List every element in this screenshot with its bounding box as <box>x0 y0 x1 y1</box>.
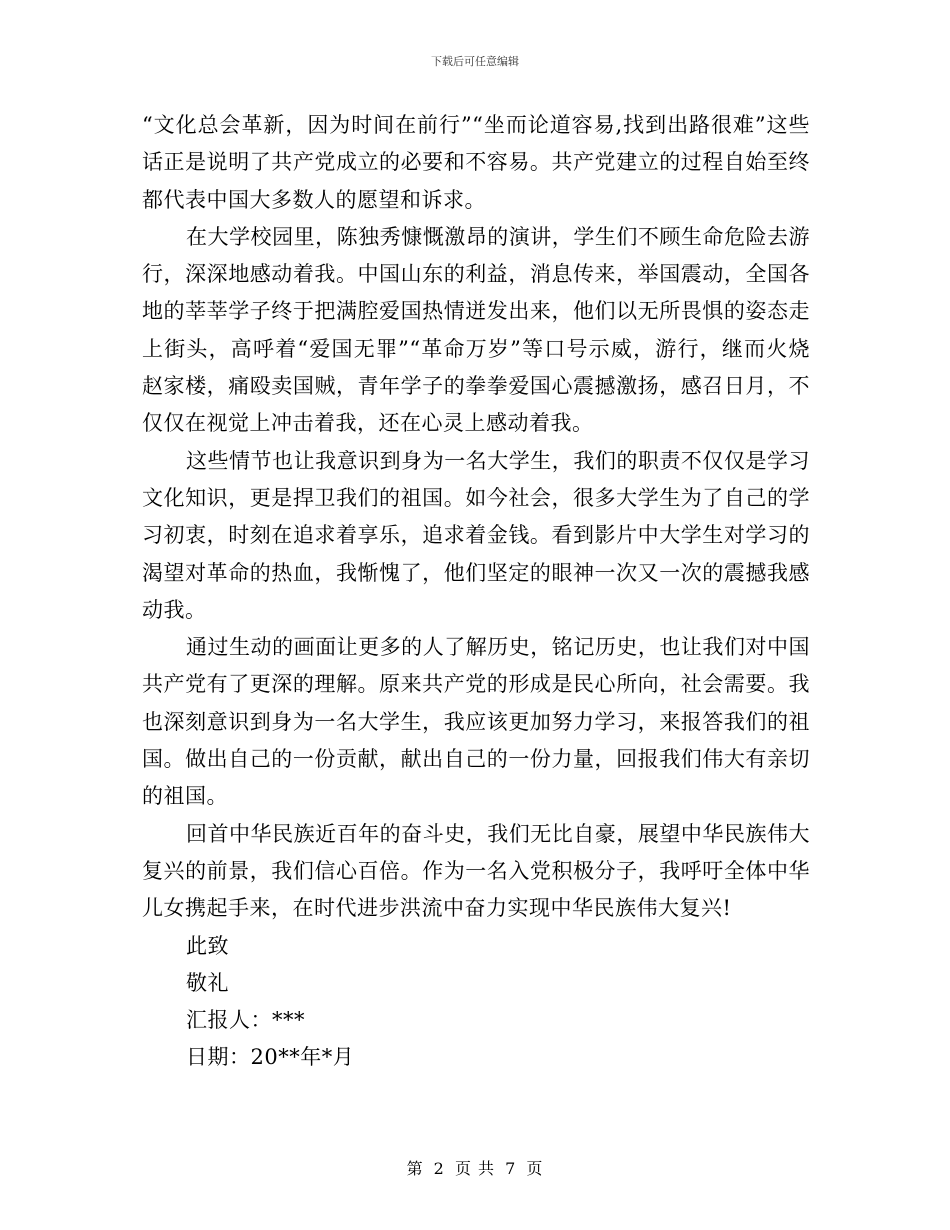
current-page-number: 2 <box>433 1159 445 1178</box>
page-footer <box>0 1156 950 1179</box>
footer-middle: 页 共 <box>454 1159 496 1178</box>
footer-prefix: 第 <box>406 1159 424 1178</box>
date-line: 日期：20**年*月 <box>186 1045 355 1070</box>
paragraph-3: 这些情节也让我意识到身为一名大学生，我们的职责不仅仅是学习文化知识，更是捍卫我们的祖国。如今社会，很多大学生为了自己的学习初衷，时刻在追求着享乐，追求着金钱。看到影片中大学生对学习的渴望对革命的热血，我惭愧了，他们坚定的眼神一次又一次的震撼我感动我。 <box>142 448 810 622</box>
paragraph-5: 回首中华民族近百年的奋斗史，我们无比自豪，展望中华民族伟大复兴的前景，我们信心百倍。作为一名入党积极分子，我呼吁全体中华儿女携起手来，在时代进步洪流中奋力实现中华民族伟大复兴! <box>142 821 810 921</box>
reporter-line: 汇报人：*** <box>186 1008 305 1033</box>
page-header: 下载后可任意编辑 <box>431 55 519 68</box>
paragraph-1: “文化总会革新，因为时间在前行”“坐而论道容易,找到出路很难”这些话正是说明了共产党成立的必要和不容易。共产党建立的过程自始至终都代表中国大多数人的愿望和诉求。 <box>142 113 810 212</box>
closing-salutation: 此致 <box>186 933 229 958</box>
document-body <box>142 107 810 1077</box>
paragraph-4: 通过生动的画面让更多的人了解历史，铭记历史，也让我们对中国共产党有了更深的理解。原来共产党的形成是民心所向，社会需要。我也深刻意识到身为一名大学生，我应该更加努力学习，来报答我们的祖国。做出自己的一份贡献，献出自己的一份力量，回报我们伟大有亲切的祖国。 <box>142 635 810 809</box>
closing-regards: 敬礼 <box>186 970 229 995</box>
paragraph-2: 在大学校园里，陈独秀慷慨激昂的演讲，学生们不顾生命危险去游行，深深地感动着我。中国山东的利益，消息传来，举国震动，全国各地的莘莘学子终于把满腔爱国热情迸发出来，他们以无所畏惧的姿态走上街头，高呼着“爱国无罪”“革命万岁”等口号示威，游行，继而火烧赵家楼，痛殴卖国贼，青年学子的拳拳爱国心震撼激扬，感召日月，不仅仅在视觉上冲击着我，还在心灵上感动着我。 <box>142 224 810 436</box>
footer-suffix: 页 <box>526 1159 544 1178</box>
total-pages-number: 7 <box>505 1159 517 1178</box>
